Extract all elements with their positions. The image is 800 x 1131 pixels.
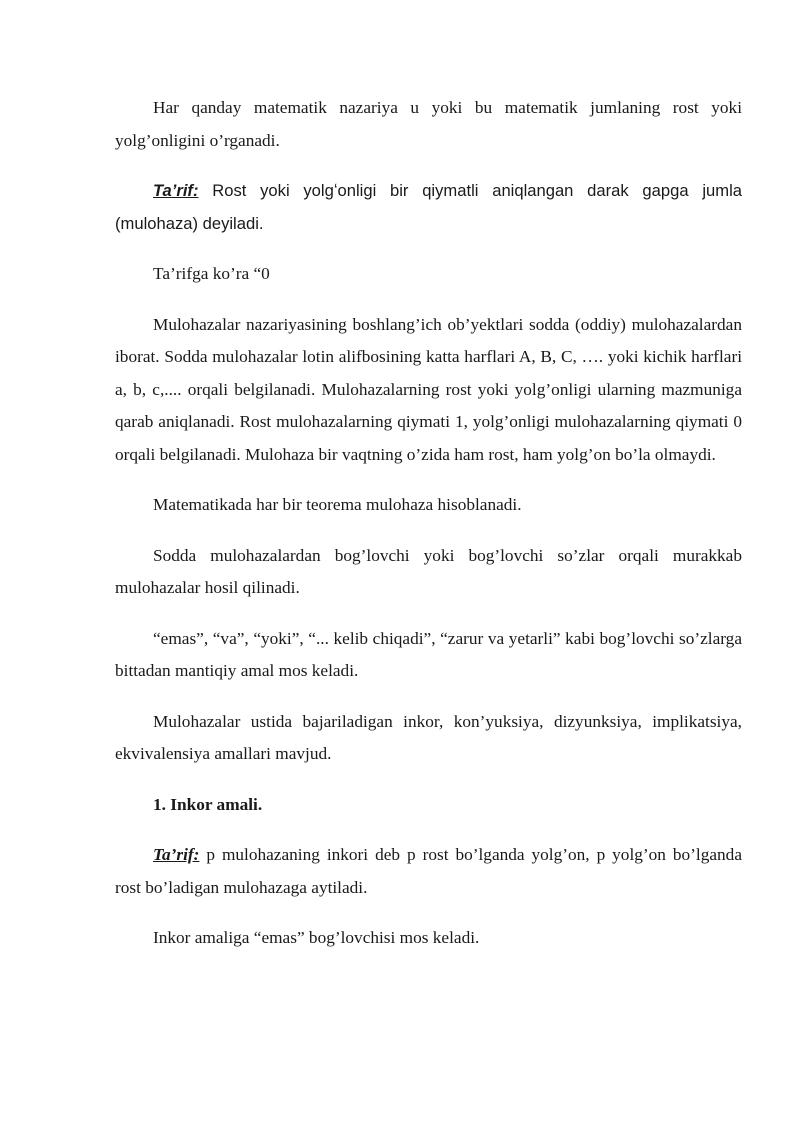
definition-label: Ta’rif: (153, 181, 199, 200)
paragraph-intro: Har qanday matematik nazariya u yoki bu matematik jumlaning rost yoki yolg’onligini o’rganadi. (115, 98, 742, 150)
negation-definition-text: p mulohazaning inkori deb p rost bo’lganda yolg’on, p yolg’on bo’lganda rost bo’ladigan mulohazaga aytiladi. (115, 845, 742, 897)
paragraph-negation-connective: Inkor amaliga “emas” bog’lovchisi mos keladi. (153, 928, 480, 947)
paragraph-simple-statements: Mulohazalar nazariyasining boshlang’ich ob’yektlari sodda (oddiy) mulohazalardan iborat. Sodda mulohazalar lotin alifbosining katta harflari A, B, C, …. yoki kichik harflari a, b, c,.... orqali belgilanadi. Mulohazalarning rost yoki yolg’onligi ularning mazmuniga qarab aniqlanadi. Rost mulohazalarning qiymati 1, yolg’onligi mulohazalarning qiymati 0 orqali belgilanadi. Mulohaza bir vaqtning o’zida ham rost, ham yolg’on bo’la olmaydi. (115, 314, 742, 464)
paragraph-definition-statement (115, 175, 742, 240)
paragraph-negation-definition (115, 839, 742, 904)
paragraph-theorem: Matematikada har bir teorema mulohaza hisoblanadi. (153, 495, 522, 514)
paragraph-compound-statements: Sodda mulohazalardan bog’lovchi yoki bog’lovchi so’zlar orqali murakkab mulohazalar hosil qilinadi. (115, 545, 742, 597)
definition-text: Rost yoki yolgʻonligi bir qiymatli aniqlangan darak gapga jumla (mulohaza) deyiladi. (115, 181, 742, 233)
paragraph-operations: Mulohazalar ustida bajariladigan inkor, kon’yuksiya, dizyunksiya, implikatsiya, ekvivalensiya amallari mavjud. (115, 711, 742, 763)
section-heading: 1. Inkor amali. (153, 794, 263, 814)
definition-label: Ta’rif: (153, 845, 200, 864)
document-page (115, 92, 742, 973)
paragraph-connectives: “emas”, “va”, “yoki”, “... kelib chiqadi”, “zarur va yetarli” kabi bog’lovchi so’zlarga bittadan mantiqiy amal mos keladi. (115, 628, 742, 680)
paragraph-fragment: Ta’rifga ko’ra “0 (153, 264, 270, 283)
